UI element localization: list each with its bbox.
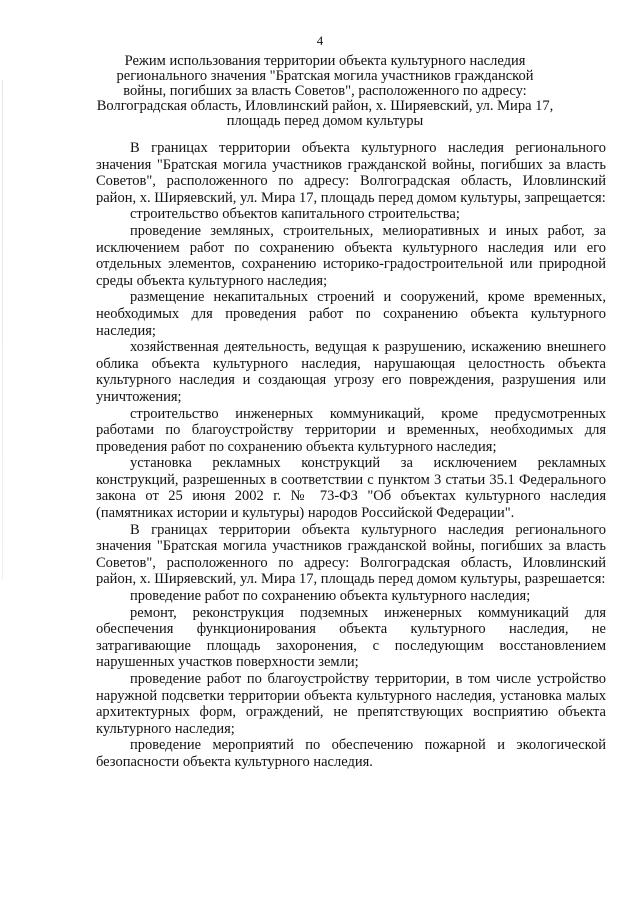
paragraph-item: проведение земляных, строительных, мелиоративных и иных работ, за исключением работ по сохранению объекта культурного наследия или его отдельных элементов, сохранению историко-градостроительной или природной среды объекта культурного наследия; bbox=[96, 222, 606, 289]
scan-margin-shadow bbox=[2, 80, 3, 580]
document-title: Режим использования территории объекта культурного наследия регионального значения "Братская могила участников гражданской войны, погибших за власть Советов", расположенного по адресу: Волгоградская область, Иловлинский район, х. Ширяевский, ул. Мира 17, площадь перед домом культуры bbox=[96, 53, 554, 129]
paragraph-item: проведение работ по сохранению объекта культурного наследия; bbox=[130, 588, 531, 605]
paragraph-item: установка рекламных конструкций за исключением рекламных конструкций, разрешенных в соответствии с пунктом 3 статьи 35.1 Федерального закона от 25 июня 2002 г. № 73-ФЗ "Об объектах культурного наследия (памятниках истории и культуры) народов Российской Федерации". bbox=[96, 455, 606, 522]
page-number: 4 bbox=[316, 33, 324, 48]
paragraph-item: проведение мероприятий по обеспечению пожарной и экологической безопасности объекта культурного наследия. bbox=[96, 737, 606, 770]
paragraph-item: строительство объектов капитального строительства; bbox=[130, 206, 460, 223]
document-body bbox=[96, 140, 606, 771]
paragraph-item: хозяйственная деятельность, ведущая к разрушению, искажению внешнего облика объекта культурного наследия, нарушающая целостность объекта культурного наследия и создающая угрозу его повреждения, разрушения или уничтожения; bbox=[96, 339, 606, 405]
paragraph-item: проведение работ по благоустройству территории, в том числе устройство наружной подсветки территории объекта культурного наследия, установка малых архитектурных форм, ограждений, не препятствующих восприятию объекта культурного наследия; bbox=[96, 671, 606, 737]
paragraph-item: размещение некапитальных строений и сооружений, кроме временных, необходимых для проведения работ по сохранению объекта культурного наследия; bbox=[96, 289, 606, 339]
paragraph-item: ремонт, реконструкция подземных инженерных коммуникаций для обеспечения функционирования объекта культурного наследия, не затрагивающие площадь захоронения, с последующим восстановлением нарушенных участков поверхности земли; bbox=[96, 604, 606, 671]
paragraph-prohibited-intro: В границах территории объекта культурного наследия регионального значения "Братская могила участников гражданской войны, погибших за власть Советов", расположенного по адресу: Волгоградская область, Иловлинский район, х. Ширяевский, ул. Мира 17, площадь перед домом культуры, запрещается: bbox=[96, 140, 606, 206]
paragraph-item: строительство инженерных коммуникаций, кроме предусмотренных работами по благоустройству территории и временных, необходимых для проведения работ по сохранению объекта культурного наследия; bbox=[96, 405, 606, 455]
paragraph-permitted-intro: В границах территории объекта культурного наследия регионального значения "Братская могила участников гражданской войны, погибших за власть Советов", расположенного по адресу: Волгоградская область, Иловлинский район, х. Ширяевский, ул. Мира 17, площадь перед домом культуры, разрешается: bbox=[96, 521, 606, 588]
